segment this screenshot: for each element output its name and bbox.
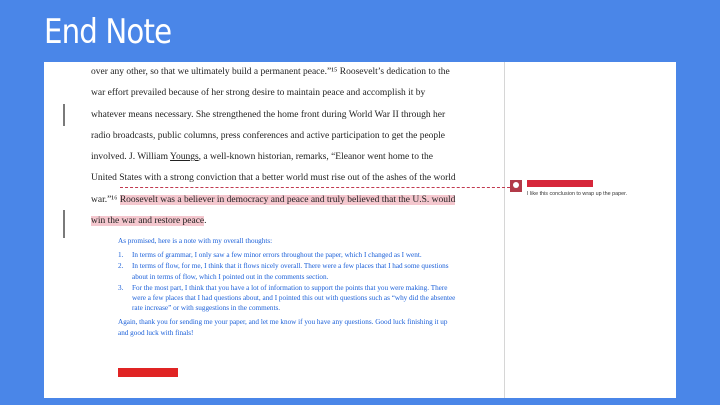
document-line[interactable]: [91, 213, 496, 234]
endnote-item: [118, 283, 458, 314]
endnote-item-text: In terms of flow, for me, I think that it flows nicely overall. There were a few places that I had some questions about in terms of flow, which I pointed out in the comments section.: [132, 262, 449, 281]
line-text: , a well-known historian, remarks, “Eleanor went home to the: [198, 152, 433, 163]
change-bar: [63, 104, 65, 126]
line-text: United States with a strong conviction that a better world must rise out of the ashes of the world: [91, 173, 456, 184]
endnote-item-text: In terms of grammar, I only saw a few minor errors throughout the paper, which I changed as I went.: [132, 251, 422, 260]
document-page: [44, 62, 504, 398]
redacted-signature: [118, 368, 178, 377]
line-text: over any other, so that we ultimately build a permanent peace.”¹⁵ Roosevelt’s dedication to the: [91, 67, 450, 77]
comment-connector-line: [120, 187, 510, 188]
endnote-list: [118, 250, 458, 313]
slide-title: End Note: [44, 12, 172, 52]
line-text: .: [204, 216, 207, 227]
line-text: involved. J. William: [91, 152, 171, 163]
document-line[interactable]: [91, 128, 496, 149]
document-line[interactable]: [91, 149, 496, 170]
endnote-item-number: 3.: [118, 283, 124, 292]
endnote-item: [118, 250, 458, 260]
line-text: radio broadcasts, public columns, press conferences and active participation to get the people: [91, 130, 446, 141]
change-bar: [63, 210, 65, 238]
document-body: [91, 64, 496, 234]
document-line[interactable]: [91, 192, 496, 213]
line-text: war effort prevailed because of her strong desire to maintain peace and accomplish it by: [91, 88, 426, 99]
document-line[interactable]: [91, 170, 496, 191]
endnote-item-number: 2.: [118, 262, 124, 271]
endnote-intro: As promised, here is a note with my overall thoughts:: [118, 237, 273, 245]
endnote-section: [118, 236, 458, 342]
commenter-avatar-icon: [510, 180, 522, 192]
highlighted-text: win the war and restore peace: [91, 216, 205, 227]
endnote-closing: Again, thank you for sending me your paper, and let me know if you have any questions. Good luck finishing it up and good luck with finals!: [118, 318, 448, 337]
comments-pane: [504, 62, 676, 398]
document-line[interactable]: [91, 85, 496, 106]
line-text: Youngs: [170, 152, 199, 163]
endnote-item-text: For the most part, I think that you have a lot of information to support the points that you were making. There were a few places that I had questions about, and I pointed this out with questions such as “why did the absentee rate increase” or with suggestions in the comments.: [132, 283, 456, 313]
line-text: whatever means necessary. She strengthened the home front during World War II through her: [91, 109, 446, 120]
endnote-item: [118, 261, 458, 281]
document-line[interactable]: [91, 64, 496, 85]
highlighted-text: Roosevelt was a believer in democracy and peace and truly believed that the U.S. would: [119, 194, 456, 205]
document-line[interactable]: [91, 107, 496, 128]
comment-text[interactable]: I like this conclusion to wrap up the paper.: [527, 191, 628, 197]
redacted-comment-author: [527, 180, 593, 187]
endnote-item-number: 1.: [118, 251, 124, 260]
document-screenshot: [44, 62, 676, 398]
line-text: war.”¹⁶: [91, 194, 120, 205]
